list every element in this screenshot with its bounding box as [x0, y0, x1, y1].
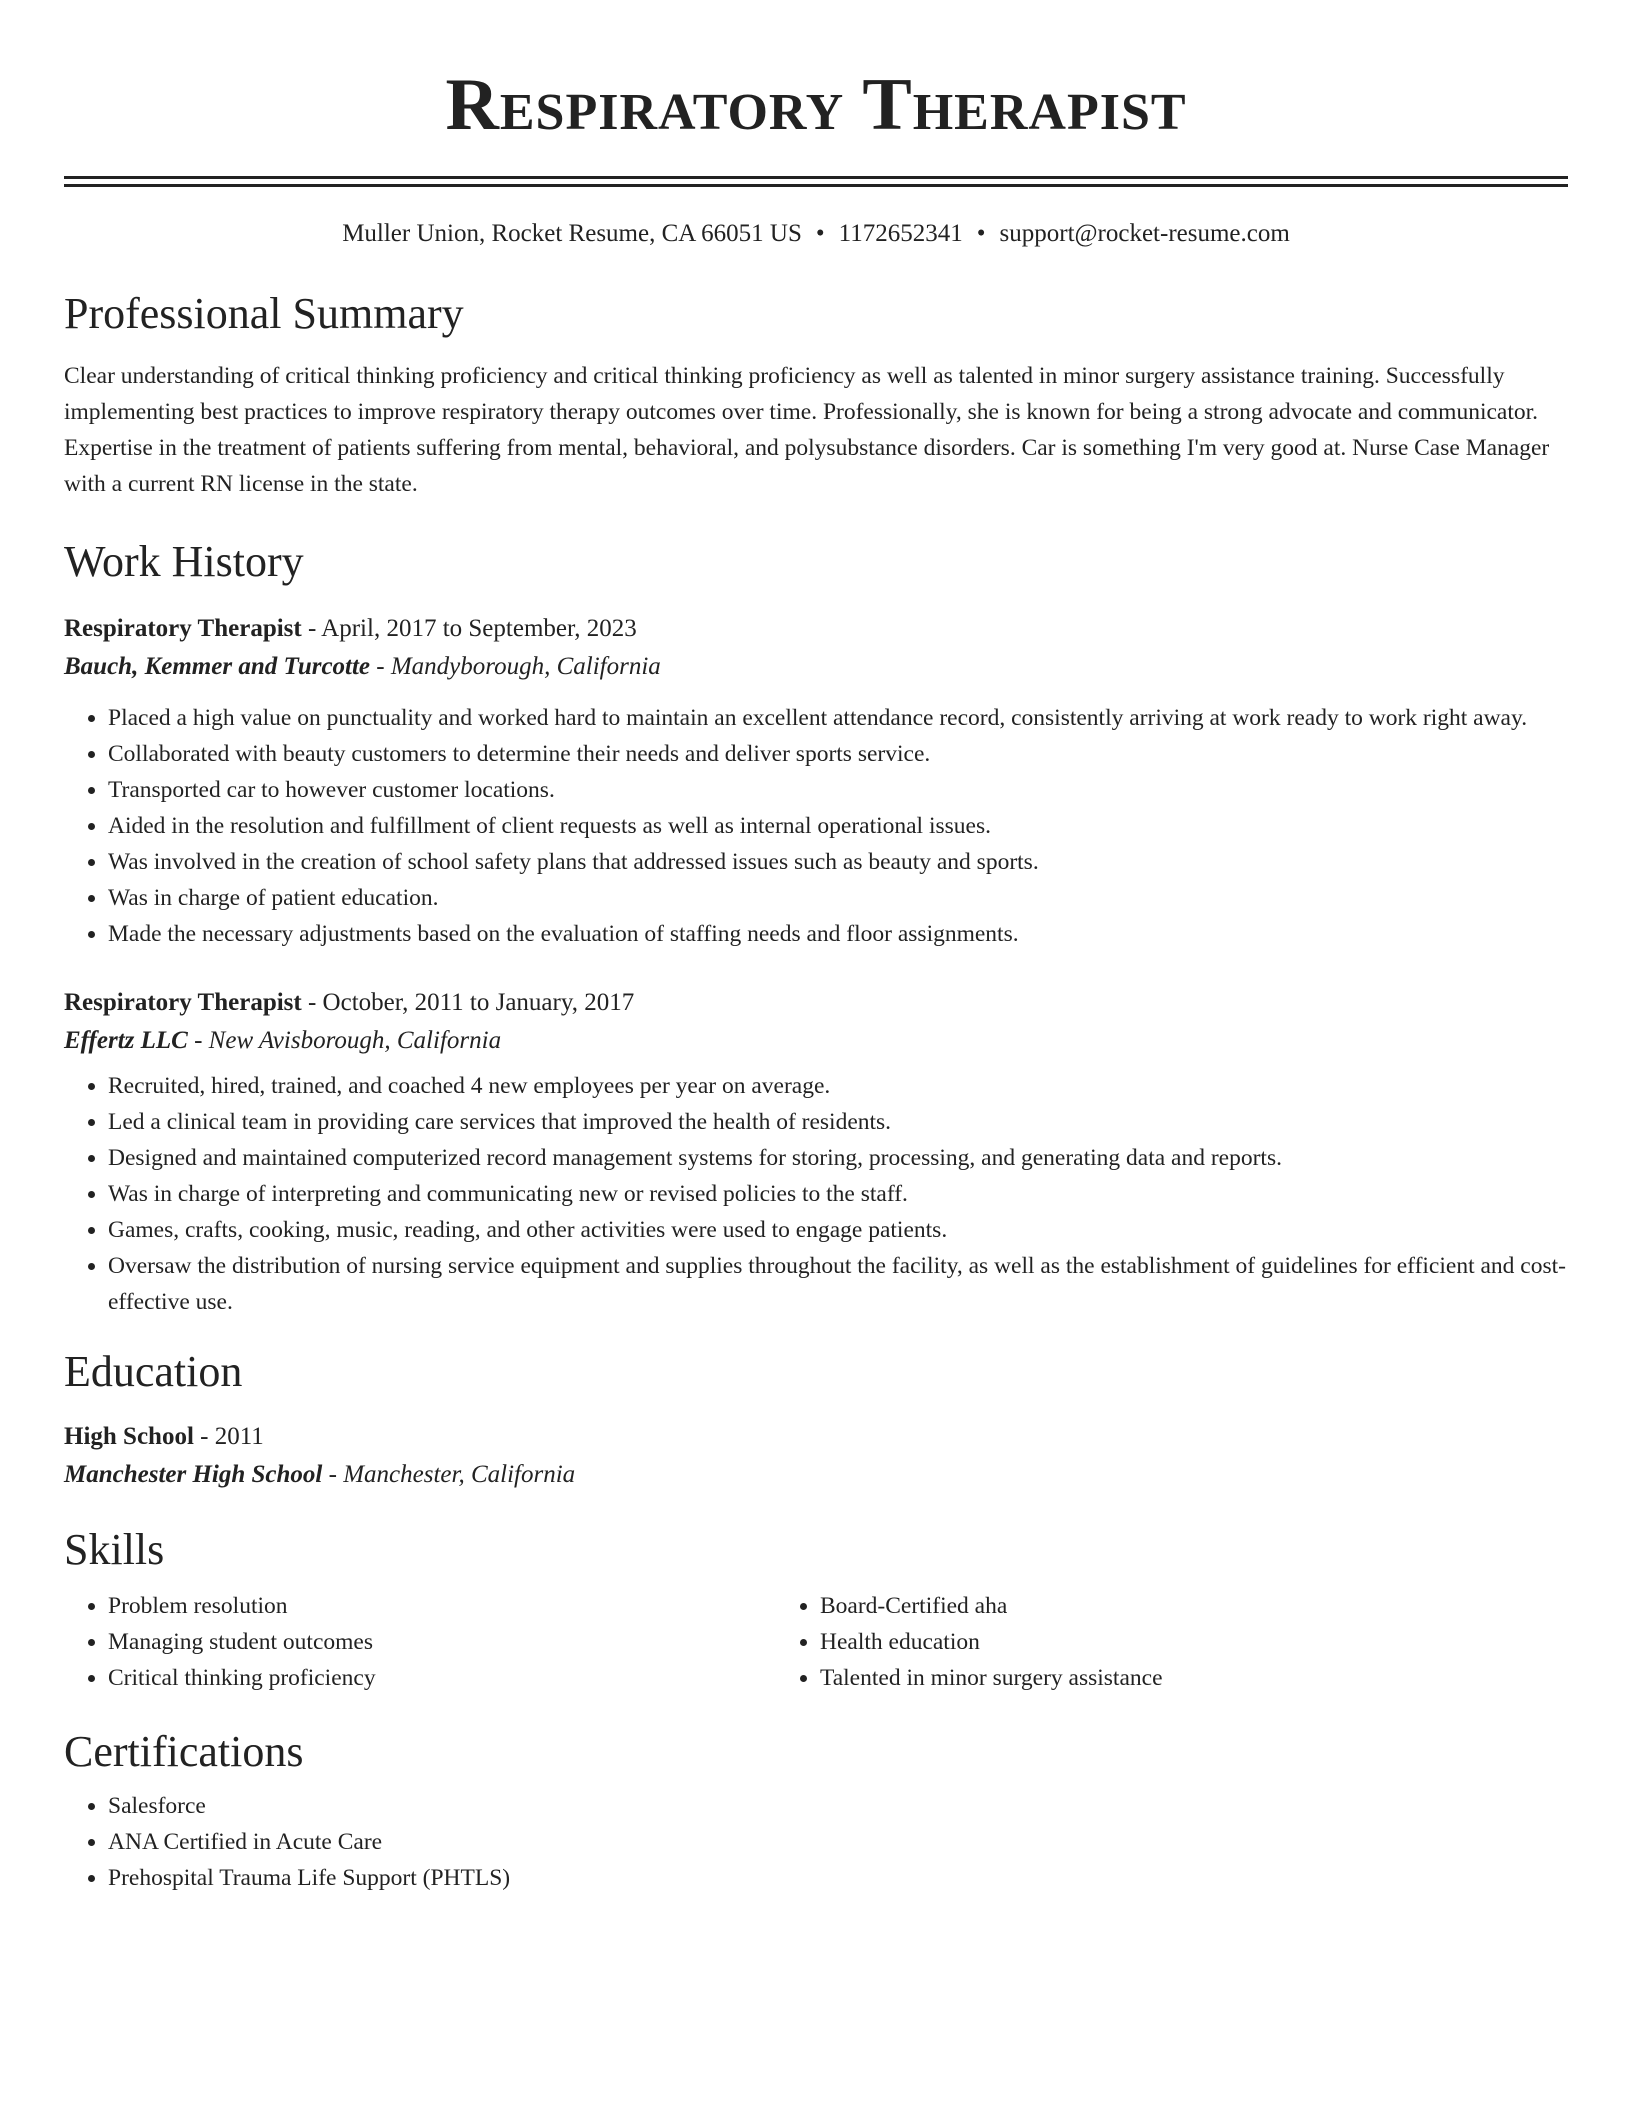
job-bullet: • Aided in the resolution and fulfillment of client requests as well as internal operational issues.: [108, 808, 1568, 844]
certification-item: • ANA Certified in Acute Care: [108, 1824, 1568, 1860]
job-dates: - October, 2011 to January, 2017: [301, 989, 635, 1016]
job-title: Respiratory Therapist: [64, 615, 302, 642]
job-company-line: [64, 648, 1568, 686]
job-bullet: • Was in charge of patient education.: [108, 880, 1568, 916]
job-bullet: • Games, crafts, cooking, music, reading, and other activities were used to engage patients.: [108, 1212, 1568, 1248]
resume-title: Respiratory Therapist: [445, 64, 1187, 146]
job-location: - Mandyborough, California: [370, 653, 661, 680]
summary-heading: Professional Summary: [64, 289, 464, 338]
job-company-line: [64, 1022, 1568, 1060]
skills-list: [64, 1588, 1568, 1696]
skill-item: • Talented in minor surgery assistance: [820, 1660, 1456, 1696]
skill-item: • Board-Certified aha: [820, 1588, 1456, 1624]
contact-separator: •: [976, 220, 986, 247]
job-bullet: • Made the necessary adjustments based on the evaluation of staffing needs and floor assignments.: [108, 916, 1568, 952]
skill-item: • Health education: [820, 1624, 1456, 1660]
job-title-line: [64, 984, 1568, 1022]
job-company: Effertz LLC: [64, 1027, 188, 1054]
education-degree-line: [64, 1418, 1568, 1456]
job-bullets: [64, 700, 1568, 952]
job-bullet: • Collaborated with beauty customers to determine their needs and deliver sports service.: [108, 736, 1568, 772]
education-degree: High School: [64, 1423, 194, 1450]
job-bullet: • Placed a high value on punctuality and worked hard to maintain an excellent attendance record, consistently arriving at work ready to work right away.: [108, 700, 1568, 736]
contact-phone: 1172652341: [838, 220, 963, 247]
summary-text: Clear understanding of critical thinking proficiency and critical thinking proficiency as well as talented in minor surgery assistance training. Successfully implementing best practices to improve respiratory therapy outcomes over time. Professionally, she is known for being a strong advocate and communicator. Expertise in the treatment of patients suffering from mental, behavioral, and polysubstance disorders. Car is something I'm very good at. Nurse Case Manager with a current RN license in the state.: [64, 363, 1550, 497]
job-title: Respiratory Therapist: [64, 989, 302, 1016]
job-dates: - April, 2017 to September, 2023: [301, 615, 637, 642]
certification-item: • Salesforce: [108, 1788, 1568, 1824]
education-heading: Education: [64, 1347, 243, 1396]
skills-column-right: [760, 1588, 1456, 1696]
skill-item: • Critical thinking proficiency: [108, 1660, 760, 1696]
certification-item: • Prehospital Trauma Life Support (PHTLS): [108, 1860, 1568, 1896]
contact-address: Muller Union, Rocket Resume, CA 66051 US: [342, 220, 802, 247]
job-entry: [64, 984, 1568, 1320]
job-company: Bauch, Kemmer and Turcotte: [64, 653, 371, 680]
skill-item: • Managing student outcomes: [108, 1624, 760, 1660]
certifications-list: [64, 1788, 1568, 1896]
education-location: - Manchester, California: [322, 1461, 576, 1488]
certifications-heading: Certifications: [64, 1727, 304, 1776]
skills-column-left: [64, 1588, 760, 1696]
job-bullet: • Was in charge of interpreting and communicating new or revised policies to the staff.: [108, 1176, 1568, 1212]
job-title-line: [64, 610, 1568, 648]
education-year: - 2011: [193, 1423, 264, 1450]
contact-line: [64, 221, 1568, 246]
job-bullet: • Transported car to however customer locations.: [108, 772, 1568, 808]
job-bullets: [64, 1068, 1568, 1320]
job-bullet: • Oversaw the distribution of nursing service equipment and supplies throughout the facility, as well as the establishment of guidelines for efficient and cost-effective use.: [108, 1248, 1568, 1320]
education-entry: [64, 1418, 1568, 1494]
skills-heading: Skills: [64, 1525, 165, 1574]
contact-email[interactable]: support@rocket-resume.com: [999, 220, 1290, 247]
job-bullet: • Led a clinical team in providing care services that improved the health of residents.: [108, 1104, 1568, 1140]
contact-separator: •: [815, 220, 825, 247]
education-school-line: [64, 1456, 1568, 1494]
job-bullet: • Was involved in the creation of school safety plans that addressed issues such as beauty and sports.: [108, 844, 1568, 880]
education-school: Manchester High School: [64, 1461, 323, 1488]
job-bullet: • Recruited, hired, trained, and coached 4 new employees per year on average.: [108, 1068, 1568, 1104]
job-bullet: • Designed and maintained computerized record management systems for storing, processing, and generating data and reports.: [108, 1140, 1568, 1176]
skill-item: • Problem resolution: [108, 1588, 760, 1624]
title-divider: [64, 176, 1568, 187]
job-location: - New Avisborough, California: [187, 1027, 502, 1054]
job-entry: [64, 610, 1568, 952]
work-history-heading: Work History: [64, 537, 304, 586]
